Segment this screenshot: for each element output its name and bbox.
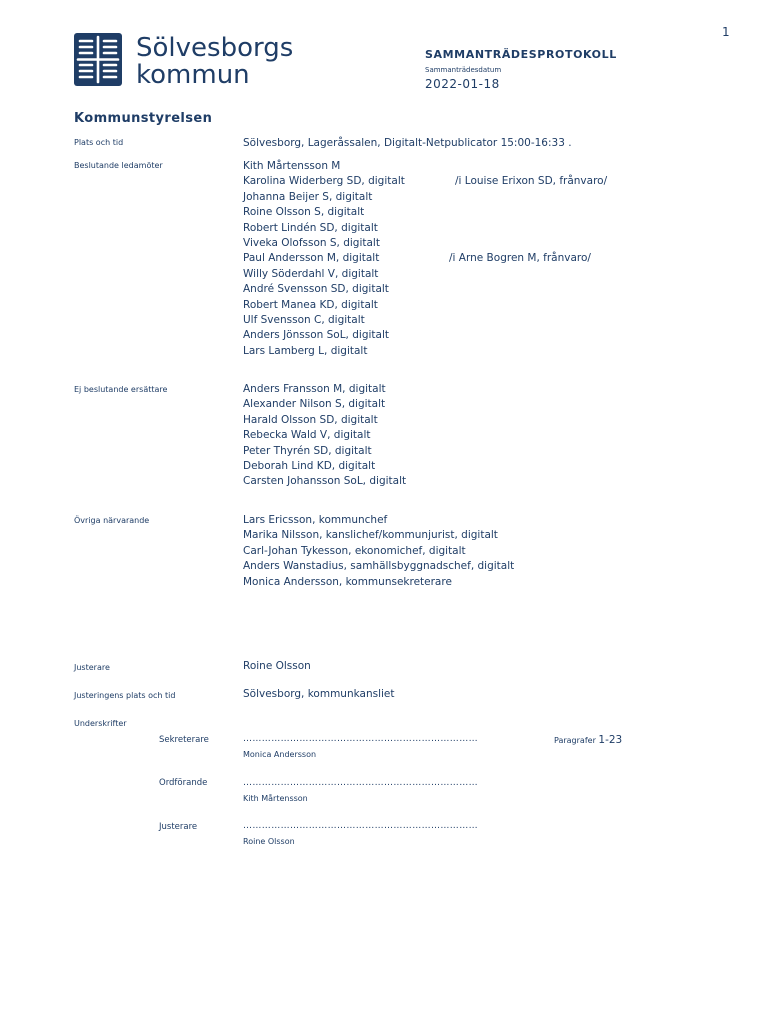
paragraphs: Paragrafer 1-23 — [554, 734, 623, 746]
others-label: Övriga närvarande — [74, 516, 150, 525]
meeting-date-label: Sammanträdesdatum — [425, 66, 502, 74]
substitute-item: Anders Fransson M, digitalt — [243, 383, 386, 395]
adjuster-value: Roine Olsson — [243, 660, 311, 672]
member-item: Viveka Olofsson S, digitalt — [243, 236, 380, 249]
member-item: Robert Manea KD, digitalt — [243, 298, 378, 311]
member-item: Willy Söderdahl V, digitalt — [243, 267, 379, 280]
place-value: Sölvesborg, Lageråssalen, Digitalt-Netpublicator 15:00-16:33 . — [243, 137, 572, 149]
board-title: Kommunstyrelsen — [74, 111, 213, 126]
signature-role: Justerare — [159, 822, 198, 832]
substitute-item: Rebecka Wald V, digitalt — [243, 429, 371, 442]
substitutes-list — [243, 382, 406, 490]
attendee-item: Anders Wanstadius, samhällsbyggnadschef, digitalt — [243, 560, 515, 573]
member-item: Anders Jönsson SoL, digitalt — [243, 329, 389, 342]
adjust-place-label: Justeringens plats och tid — [74, 691, 176, 700]
municipality-logo — [74, 33, 122, 86]
signature-role: Ordförande — [159, 778, 208, 788]
member-item: Ulf Svensson C, digitalt — [243, 313, 365, 326]
member-item: Lars Lamberg L, digitalt — [243, 344, 368, 357]
org-name-line1: Sölvesborgs — [136, 33, 294, 63]
member-item: Robert Lindén SD, digitalt — [243, 221, 378, 234]
signatures-label: Underskrifter — [74, 719, 127, 728]
signature-line: ………………………………………………………………… — [243, 778, 478, 788]
adjuster-label: Justerare — [74, 663, 110, 672]
signature-role: Sekreterare — [159, 735, 209, 745]
substitutes-label: Ej beslutande ersättare — [74, 385, 168, 394]
document-type: SAMMANTRÄDESPROTOKOLL — [425, 48, 617, 61]
meeting-date: 2022-01-18 — [425, 77, 500, 91]
member-item: Karolina Widerberg SD, digitalt — [243, 175, 405, 188]
signature-name: Kith Mårtensson — [243, 794, 308, 803]
member-item: Johanna Beijer S, digitalt — [243, 190, 373, 203]
absence-note: /i Louise Erixon SD, frånvaro/ — [455, 175, 608, 188]
attendee-item: Marika Nilsson, kanslichef/kommunjurist, digitalt — [243, 529, 498, 542]
others-list — [243, 513, 514, 590]
adjust-place-value: Sölvesborg, kommunkansliet — [243, 688, 395, 700]
member-item: Kith Mårtensson M — [243, 160, 341, 172]
substitute-item: Alexander Nilson S, digitalt — [243, 398, 386, 411]
substitute-item: Harald Olsson SD, digitalt — [243, 413, 378, 426]
signature-line: ………………………………………………………………… — [243, 734, 478, 744]
member-item: Roine Olsson S, digitalt — [243, 206, 365, 219]
attendee-item: Carl-Johan Tykesson, ekonomichef, digitalt — [243, 544, 466, 557]
members-label: Beslutande ledamöter — [74, 161, 163, 170]
org-name-line2: kommun — [136, 60, 250, 90]
absence-note: /i Arne Bogren M, frånvaro/ — [449, 252, 591, 265]
member-item: Paul Andersson M, digitalt — [243, 252, 380, 265]
signature-name: Monica Andersson — [243, 750, 317, 759]
signature-name: Roine Olsson — [243, 837, 295, 846]
substitute-item: Deborah Lind KD, digitalt — [243, 459, 376, 472]
substitute-item: Carsten Johansson SoL, digitalt — [243, 475, 407, 488]
page-number: 1 — [722, 25, 730, 39]
members-list — [243, 159, 663, 361]
attendee-item: Monica Andersson, kommunsekreterare — [243, 575, 452, 588]
substitute-item: Peter Thyrén SD, digitalt — [243, 444, 372, 457]
attendee-item: Lars Ericsson, kommunchef — [243, 514, 388, 526]
signature-line: ………………………………………………………………… — [243, 821, 478, 831]
place-label: Plats och tid — [74, 138, 124, 147]
member-item: André Svensson SD, digitalt — [243, 283, 389, 296]
